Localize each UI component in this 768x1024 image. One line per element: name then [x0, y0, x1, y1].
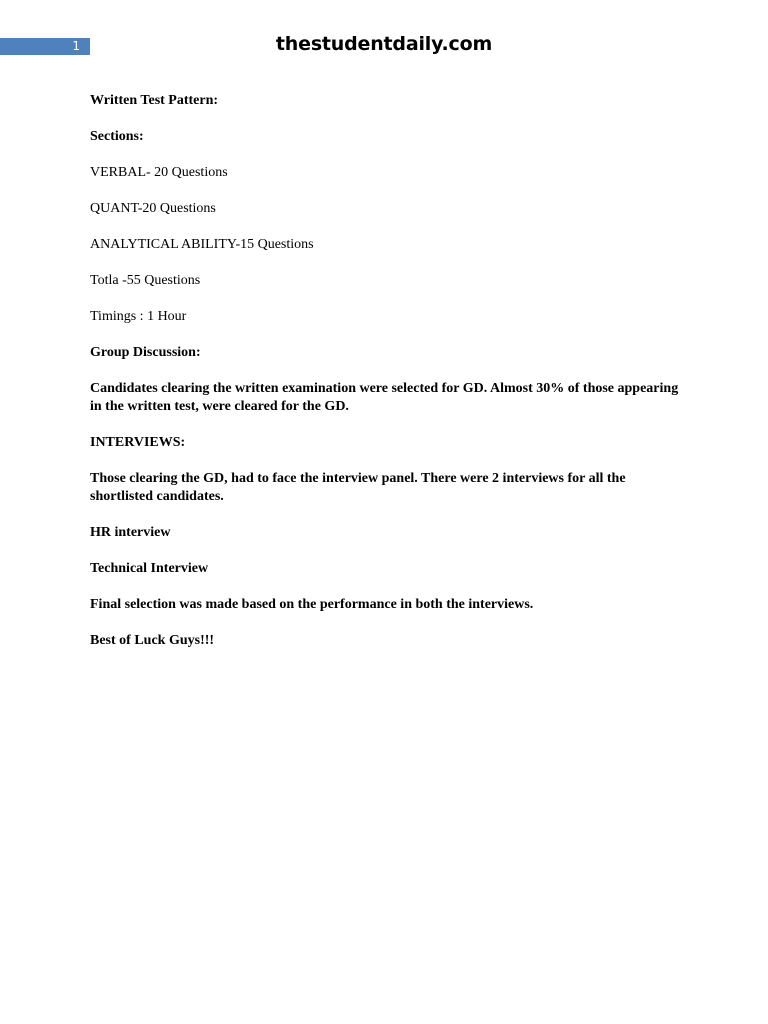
closing-line: Best of Luck Guys!!! — [90, 633, 215, 648]
section-analytical: ANALYTICAL ABILITY-15 Questions — [90, 237, 314, 252]
heading-sections: Sections: — [90, 129, 144, 144]
page-number: 1 — [72, 39, 80, 53]
total-questions: Totla -55 Questions — [90, 273, 201, 288]
interviews-description: Those clearing the GD, had to face the interview panel. There were 2 interviews for all the shortlisted candidates. — [90, 471, 626, 504]
document-body — [90, 92, 690, 668]
heading-written-test-pattern: Written Test Pattern: — [90, 93, 219, 108]
section-verbal: VERBAL- 20 Questions — [90, 165, 228, 180]
technical-interview: Technical Interview — [90, 561, 209, 576]
heading-group-discussion: Group Discussion: — [90, 345, 201, 360]
final-selection: Final selection was made based on the performance in both the interviews. — [90, 597, 534, 612]
site-title: thestudentdaily.com — [275, 33, 493, 55]
hr-interview: HR interview — [90, 525, 171, 540]
gd-description: Candidates clearing the written examination were selected for GD. Almost 30% of those appearing in the written test, were cleared for the GD. — [90, 381, 679, 414]
heading-interviews: INTERVIEWS: — [90, 435, 186, 450]
section-quant: QUANT-20 Questions — [90, 201, 216, 216]
timings: Timings : 1 Hour — [90, 309, 187, 324]
